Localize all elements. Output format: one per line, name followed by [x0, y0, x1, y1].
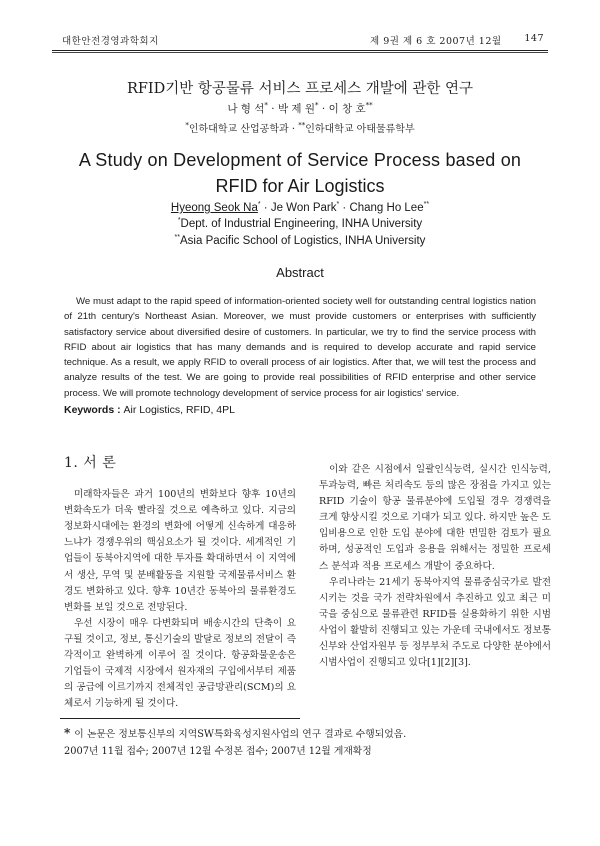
authors-english	[0, 201, 600, 214]
paragraph: 우리나라는 21세기 동북아지역 물류중심국가로 발전시키는 것을 국가 전략차원에서 추진하고 있고 최근 미국을 중심으로 물류관련 RFID를 실용화하기 위한 시범사업이 활발히 진행되고 있는 가운데 국내에서도 정보통신부와 산업자원부 등 정부부처 주도로 다양한 분야에서 시범사업이 진행되고 있다[1][2][3].	[319, 576, 551, 669]
abstract-heading: Abstract	[276, 265, 324, 280]
title-english-line1: A Study on Development of Service Process based on	[78, 150, 522, 170]
footnote-mark: *	[64, 726, 71, 740]
affiliations-korean	[0, 120, 600, 135]
keywords	[64, 404, 536, 416]
header-rule-thin	[52, 52, 548, 53]
title-korean: RFID기반 항공물류 서비스 프로세스 개발에 관한 연구	[126, 81, 474, 97]
volume-info: 제 9권 제 6 호 2007년 12월	[370, 36, 502, 47]
affiliation-mark: *	[185, 121, 189, 130]
paragraph: 미래학자들은 과거 100년의 변화보다 향후 10년의 변화속도가 더욱 빨라질 것으로 예측하고 있다. 지금의 정보화시대에는 환경의 변화에 어떻게 신속하게 대응하느냐가 경쟁우위의 핵심요소가 될 것이다. 세계적인 기업들이 동북아지역에 대한 투자를 확대하면서 이 지역에서 생산, 무역 및 분배활동을 지원할 국제물류서비스 환경도 변화하고 있다. 향후 10년간 동북아의 물류환경도 변화를 보일 것으로 전망된다.	[64, 489, 296, 613]
affiliation: 인하대학교 산업공학과	[188, 124, 289, 135]
affiliation-english-2	[0, 234, 600, 247]
author-separator: ·	[318, 103, 329, 115]
footnote-funding	[64, 726, 544, 740]
author-separator: ·	[267, 103, 278, 115]
header-rule	[52, 50, 548, 51]
author-mark: *	[315, 101, 319, 110]
author-name: Hyeong Seok Na	[170, 201, 258, 214]
title-english-line2: RFID for Air Logistics	[215, 176, 385, 196]
affiliation-mark: *	[177, 217, 181, 224]
author-name: 이 창 호	[328, 103, 366, 115]
affiliation: Asia Pacific School of Logistics, INHA University	[180, 234, 426, 247]
running-header	[52, 28, 548, 50]
author-mark: *	[257, 201, 261, 208]
author-name: Chang Ho Lee	[349, 201, 424, 214]
author-separator: ·	[260, 201, 271, 214]
author-mark: *	[264, 101, 268, 110]
footnote-text: 이 논문은 정보통신부의 지역SW특화육성지원사업의 연구 결과로 수행되었음.	[74, 729, 407, 740]
affiliation-separator: ·	[288, 124, 299, 135]
affiliation-english-1	[0, 217, 600, 230]
body-column-left	[64, 455, 296, 712]
abstract-body: We must adapt to the rapid speed of information-oriented society well for outstanding central logistics nation of 21th century's Northeast Asian. Moreover, we must provide customers or enterprises with sufficiently satisfactory service about diversified desire of customers. In particular, we try to find the service process with RFID about air logistics that has many demands and is required to develop accurate and rapid service technique. As a result, we apply RFID to overall process of air logistics. After that, we will test the process and analyze results of the test. We are going to provide real possibilities of RFID enterprise and other service process. We will promote technology development of service process for air logistics' service.	[64, 296, 536, 399]
keywords-values: Air Logistics, RFID, 4PL	[123, 404, 235, 416]
affiliation: Dept. of Industrial Engineering, INHA University	[180, 217, 423, 230]
author-separator: ·	[339, 201, 350, 214]
page-number: 147	[524, 33, 544, 44]
author-name: 나 형 석	[227, 103, 265, 115]
footnote-rule	[60, 718, 300, 719]
author-mark: *	[336, 201, 340, 208]
affiliation-mark: **	[298, 121, 306, 130]
keywords-label: Keywords :	[64, 404, 124, 416]
section-heading: 1. 서 론	[64, 455, 117, 471]
paragraph: 우선 시장이 매우 다변화되며 배송시간의 단축이 요구될 것이고, 정보, 통신기술의 발달로 정보의 전달이 즉각적이고 완벽하게 이루어 질 것이다. 항공화물운송은 기업들이 국제적 시장에서 원자재의 구입에서부터 제품의 공급에 이르기까지 전체적인 공급망관리(SCM)의 요체로서 기능하게 될 것이다.	[64, 617, 296, 710]
journal-name: 대한안전경영과학회지	[62, 36, 159, 47]
affiliation-mark: **	[174, 234, 180, 241]
author-mark: **	[365, 101, 373, 110]
author-name: 박 제 원	[277, 103, 316, 115]
affiliation: 인하대학교 아태물류학부	[305, 124, 415, 135]
body-column-right	[319, 462, 551, 671]
author-mark: **	[423, 201, 430, 208]
paragraph: 이와 같은 시점에서 일괄인식능력, 실시간 인식능력, 투과능력, 빠른 처리속도 등의 많은 장점을 가지고 있는 RFID 기술이 항공 물류분야에 도입될 경우 경쟁력을 크게 향상시킬 것으로 기대가 되고 있다. 하지만 높은 도입비용으로 인한 도입 분야에 대한 면밀한 검토가 필요하며, 성공적인 도입과 응용을 위해서는 정밀한 프로세스 분석과 적용 프로세스 개발이 중요하다.	[319, 464, 551, 572]
authors-korean	[0, 101, 600, 116]
author-name: Je Won Park	[270, 201, 337, 214]
footnote-dates: 2007년 11월 접수; 2007년 12월 수정본 접수; 2007년 12월 게재확정	[64, 746, 372, 757]
